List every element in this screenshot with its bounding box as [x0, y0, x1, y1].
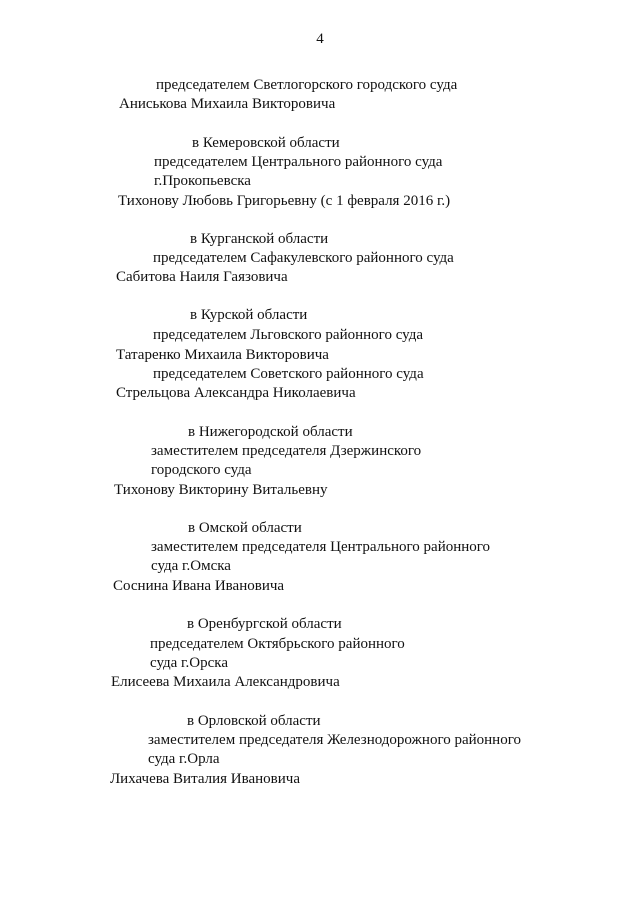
text-line: председателем Октябрьского районного	[150, 636, 405, 652]
region-heading: в Нижегородской области	[188, 424, 353, 440]
page-number: 4	[316, 31, 324, 47]
text-line: суда г.Орла	[148, 751, 220, 767]
text-line: Тихонову Любовь Григорьевну (с 1 февраля 2016 г.)	[118, 193, 451, 209]
region-heading: в Кемеровской области	[192, 135, 340, 151]
text-line: заместителем председателя Дзержинского	[151, 443, 422, 459]
text-line: заместителем председателя Железнодорожного районного	[148, 732, 521, 748]
text-line: председателем Советского районного суда	[153, 366, 424, 382]
text-line: Стрельцова Александра Николаевича	[116, 385, 356, 401]
region-heading: в Омской области	[188, 520, 302, 536]
text-line: Тихонову Викторину Витальевну	[114, 482, 328, 498]
region-heading: в Оренбургской области	[187, 616, 342, 632]
text-line: г.Прокопьевска	[154, 173, 251, 189]
text-line: Елисеева Михаила Александровича	[111, 674, 340, 690]
text-line: Татаренко Михаила Викторовича	[116, 347, 329, 363]
text-line: суда г.Омска	[151, 558, 231, 574]
region-heading: в Курской области	[190, 307, 308, 323]
text-line: суда г.Орска	[150, 655, 228, 671]
text-line: председателем Светлогорского городского суда	[156, 77, 458, 93]
text-line: Сабитова Наиля Гаязовича	[116, 269, 288, 285]
region-heading: в Курганской области	[190, 231, 329, 247]
text-line: председателем Сафакулевского районного суда	[153, 250, 454, 266]
text-line: городского суда	[151, 462, 252, 478]
text-line: председателем Льговского районного суда	[153, 327, 423, 343]
text-line: Аниськова Михаила Викторовича	[119, 96, 336, 112]
text-line: председателем Центрального районного суда	[154, 154, 443, 170]
text-line: Лихачева Виталия Ивановича	[110, 771, 300, 787]
region-heading: в Орловской области	[187, 713, 321, 729]
text-line: Соснина Ивана Ивановича	[113, 578, 285, 594]
text-line: заместителем председателя Центрального районного	[151, 539, 491, 555]
